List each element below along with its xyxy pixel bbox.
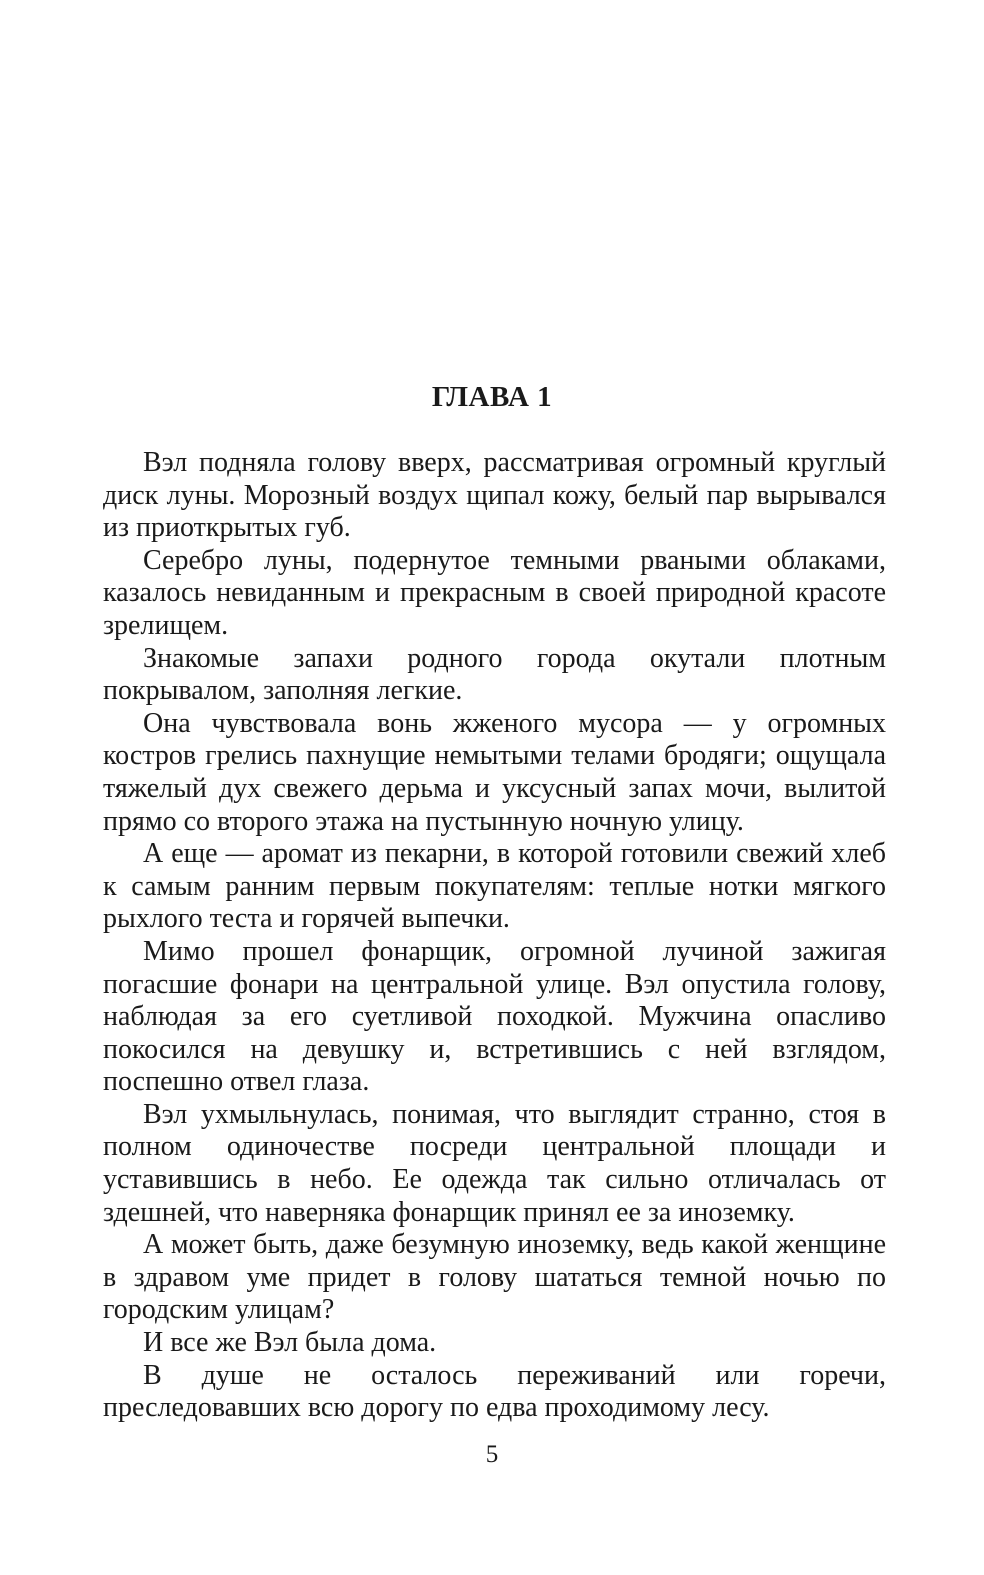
paragraph: Знакомые запахи родного города окутали плотным покрывалом, заполняя легкие. — [103, 642, 886, 707]
paragraph: Вэл ухмыльнулась, понимая, что выглядит странно, стоя в полном одиночестве посреди центральной площади и уставившись в небо. Ее одежда так сильно отличалась от здешней, что наверняка фонарщик принял ее за иноземку. — [103, 1098, 886, 1228]
paragraph: В душе не осталось переживаний или горечи, преследовавших всю дорогу по едва проходимому лесу. — [103, 1359, 886, 1424]
paragraph: И все же Вэл была дома. — [143, 1327, 437, 1359]
paragraph: Она чувствовала вонь жженого мусора — у огромных костров грелись пахнущие немытыми телами бродяги; ощущала тяжелый дух свежего дерьма и уксусный запах мочи, вылитой прямо со второго этажа на пустынную ночную улицу. — [103, 707, 886, 837]
paragraph: А может быть, даже безумную иноземку, ведь какой женщине в здравом уме придет в голову шататься темной ночью по городским улицам? — [103, 1229, 886, 1326]
paragraph: А еще — аромат из пекарни, в которой готовили свежий хлеб к самым ранним первым покупателям: теплые нотки мягкого рыхлого теста и горячей выпечки. — [103, 838, 886, 935]
page-number: 5 — [485, 1441, 499, 1468]
paragraph: Мимо прошел фонарщик, огромной лучиной зажигая погасшие фонари на центральной улице. Вэл опустила голову, наблюдая за его суетливой походкой. Мужчина опасливо покосился на девушку и, встретившись с ней взглядом, поспешно отвел глаза. — [103, 935, 886, 1098]
body-text — [103, 447, 886, 1425]
paragraph: Вэл подняла голову вверх, рассматривая огромный круглый диск луны. Морозный воздух щипал кожу, белый пар вырывался из приоткрытых губ. — [103, 447, 886, 544]
chapter-title: ГЛАВА 1 — [431, 381, 553, 413]
paragraph: Серебро луны, подернутое темными рваными облаками, казалось невиданным и прекрасным в своей природной красоте зрелищем. — [103, 544, 886, 641]
